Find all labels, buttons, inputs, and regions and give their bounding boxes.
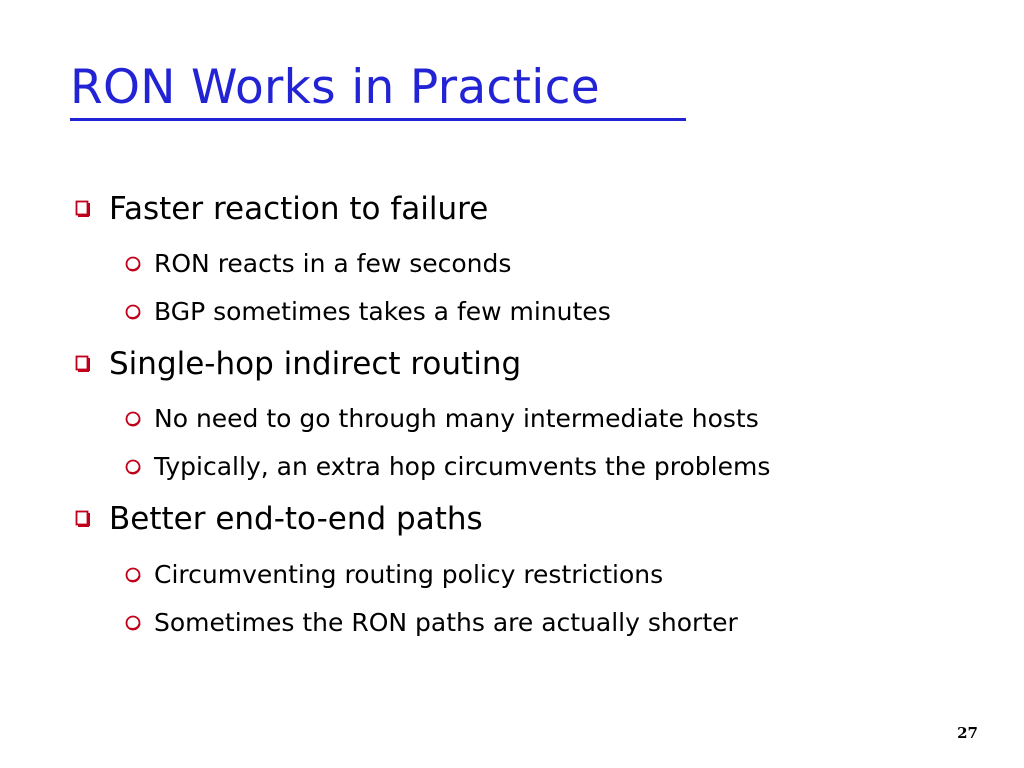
bullet-text: Faster reaction to failure	[109, 191, 489, 227]
sub-bullet-text: BGP sometimes takes a few minutes	[154, 296, 611, 326]
circle-bullet-icon	[124, 302, 144, 320]
sub-bullet-item	[124, 400, 759, 436]
circle-bullet-icon	[124, 613, 144, 631]
bullet-item	[75, 342, 521, 386]
sub-bullet-text: No need to go through many intermediate hosts	[154, 403, 759, 433]
circle-bullet-icon	[124, 409, 144, 427]
page-number: 27	[957, 724, 978, 742]
sub-bullet-text: Typically, an extra hop circumvents the problems	[154, 451, 771, 481]
sub-bullet-text: Sometimes the RON paths are actually shorter	[154, 607, 738, 637]
bullet-text: Single-hop indirect routing	[109, 346, 522, 382]
sub-bullet-item	[124, 293, 611, 329]
sub-bullet-text: Circumventing routing policy restrictions	[154, 559, 664, 589]
sub-bullet-text: RON reacts in a few seconds	[154, 248, 512, 278]
square-bullet-icon	[75, 508, 91, 530]
title-underline	[70, 118, 686, 121]
square-bullet-icon	[75, 353, 91, 375]
square-bullet-icon	[75, 198, 91, 220]
circle-bullet-icon	[124, 565, 144, 583]
bullet-item	[75, 187, 488, 231]
bullet-item	[75, 497, 483, 541]
sub-bullet-item	[124, 245, 511, 281]
sub-bullet-item	[124, 448, 770, 484]
circle-bullet-icon	[124, 254, 144, 272]
circle-bullet-icon	[124, 457, 144, 475]
sub-bullet-item	[124, 556, 663, 592]
bullet-text: Better end-to-end paths	[109, 501, 483, 537]
slide-title: RON Works in Practice	[70, 60, 601, 115]
sub-bullet-item	[124, 604, 738, 640]
